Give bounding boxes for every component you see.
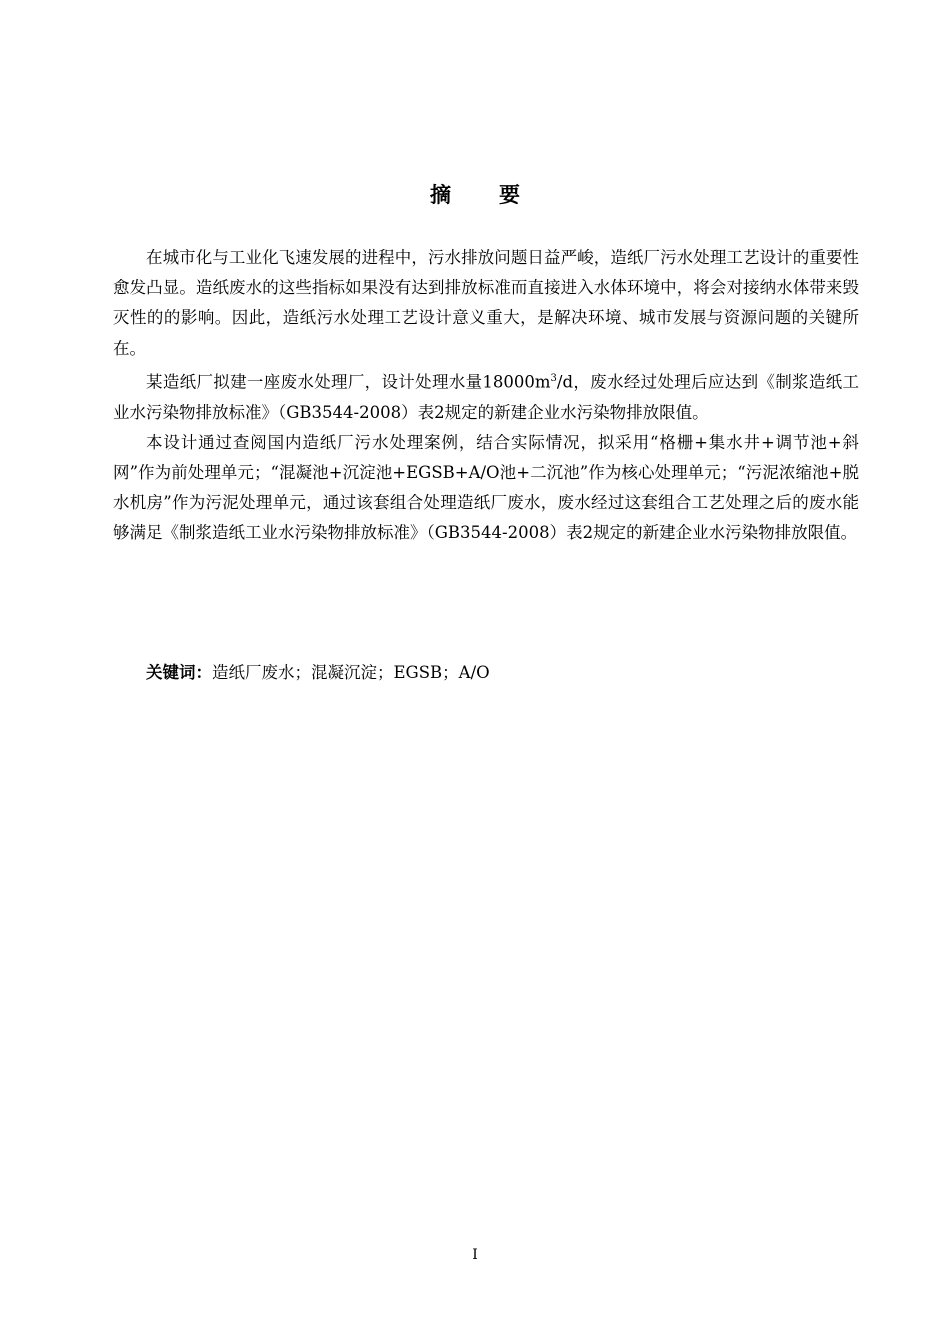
abstract-paragraph-1: 在城市化与工业化飞速发展的进程中，污水排放问题日益严峻，造纸厂污水处理工艺设计的重要性愈发凸显。造纸废水的这些指标如果没有达到排放标准而直接进入水体环境中，将会对接纳水体带来毁灭性的的影响。因此，造纸污水处理工艺设计意义重大，是解决环境、城市发展与资源问题的关键所在。 [113,248,859,358]
paragraph-2-before: 某造纸厂拟建一座废水处理厂，设计处理水量18000m [146,372,551,392]
page-title [0,180,950,210]
keywords-label: 关键词： [146,663,212,682]
title-char-2: 要 [499,183,520,207]
abstract-body [113,243,859,549]
paragraph-2-superscript: 3 [550,372,557,384]
abstract-paragraph-3: 本设计通过查阅国内造纸厂污水处理案例，结合实际情况，拟采用“格栅+集水井+调节池+斜网”作为前处理单元；“混凝池+沉淀池+EGSB+A/O池+二沉池”作为核心处理单元；“污泥浓缩池+脱水机房”作为污泥处理单元，通过该套组合处理造纸厂废水，废水经过这套组合工艺处理之后的废水能够满足《制浆造纸工业水污染物排放标准》（GB3544-2008）表2规定的新建企业水污染物排放限值。 [113,432,859,543]
title-char-1: 摘 [430,183,451,207]
page-number: I [472,1247,478,1263]
paragraph-2-after: /d，废水经过处理后应达到《制浆造纸工业水污染物排放标准》（GB3544-2008）表2规定的新建企业水污染物排放限值。 [113,372,859,422]
abstract-paragraph-2 [113,364,859,428]
keywords-line [113,658,859,688]
keywords-text: 造纸厂废水；混凝沉淀；EGSB；A/O [212,663,490,682]
